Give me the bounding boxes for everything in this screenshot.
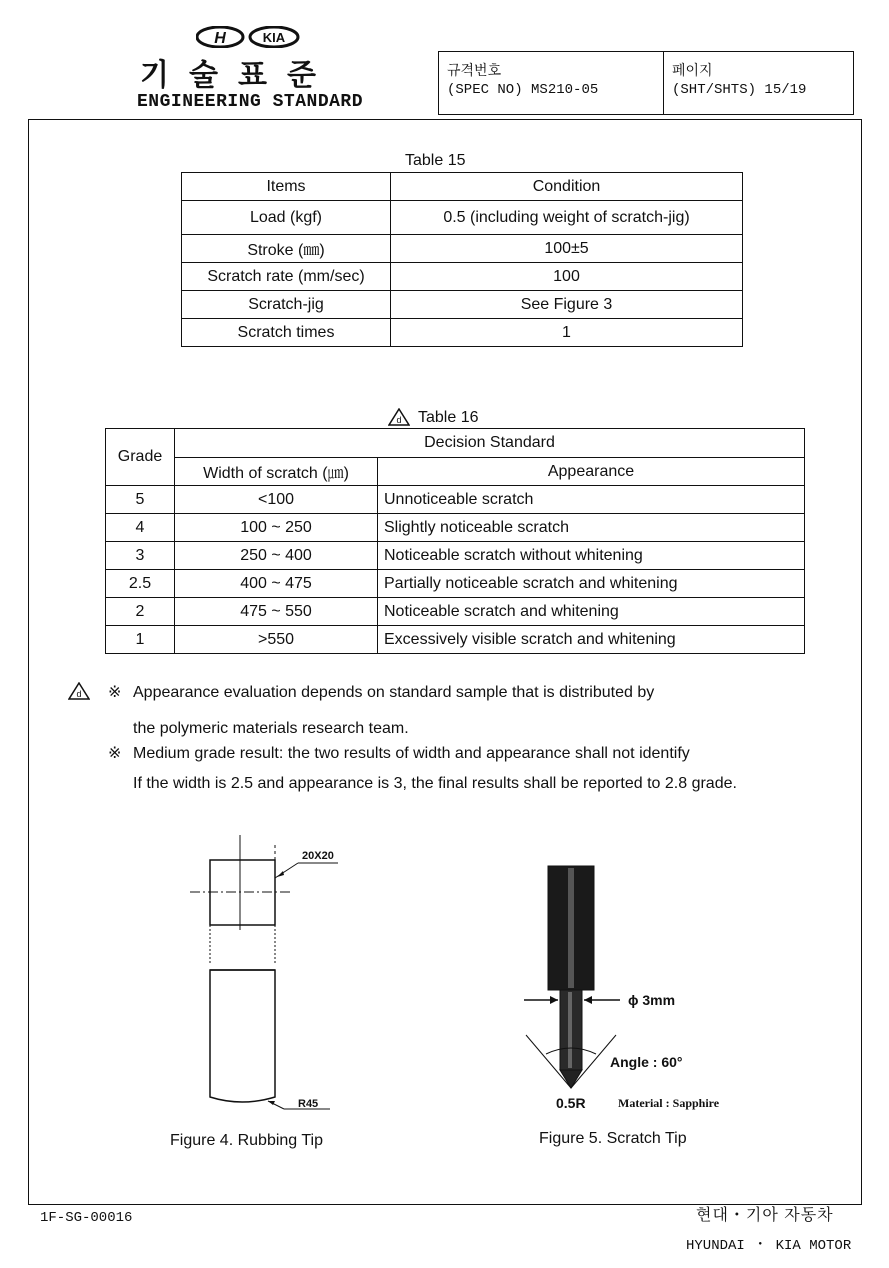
angle-label: Angle : 60° (610, 1054, 683, 1070)
header-condition: Condition (391, 173, 743, 201)
item-cell: Scratch-jig (182, 291, 391, 319)
page-label-english: (SHT/SHTS) (672, 82, 757, 98)
header-decision-standard: Decision Standard (175, 429, 805, 458)
figure-4-caption: Figure 4. Rubbing Tip (170, 1132, 323, 1149)
appearance-cell: Excessively visible scratch and whitening (378, 626, 805, 654)
spec-number-cell (439, 52, 664, 114)
grade-cell: 4 (106, 514, 175, 542)
logo-hyundai-text: H (214, 30, 226, 47)
table-16-caption: Table 16 (418, 409, 479, 426)
condition-cell: 100±5 (391, 235, 743, 263)
width-cell: 250 ~ 400 (175, 542, 378, 570)
figure-4-rubbing-tip-drawing (180, 835, 360, 1115)
dim-r45-label: R45 (298, 1098, 319, 1110)
page-label-korean: 페이지 (672, 62, 713, 78)
revision-mark-icon (68, 682, 90, 705)
table-16 (105, 428, 805, 654)
spec-number: MS210-05 (531, 82, 599, 98)
figure-5-scratch-tip-drawing (520, 860, 760, 1115)
item-cell: Scratch times (182, 319, 391, 347)
figure-5-caption: Figure 5. Scratch Tip (539, 1130, 687, 1147)
material-label: Material : Sapphire (618, 1096, 720, 1110)
appearance-cell: Partially noticeable scratch and whitening (378, 570, 805, 598)
company-name-english: HYUNDAI ・ KIA MOTOR (686, 1238, 852, 1254)
document-code: 1F-SG-00016 (40, 1210, 133, 1226)
note-2-line-2: If the width is 2.5 and appearance is 3, the final results shall be reported to 2.8 grade. (133, 775, 737, 792)
grade-cell: 2.5 (106, 570, 175, 598)
width-cell: 400 ~ 475 (175, 570, 378, 598)
company-name-korean: 현대・기아 자동차 (696, 1207, 834, 1224)
header-grade: Grade (106, 429, 175, 486)
grade-cell: 1 (106, 626, 175, 654)
page-number-cell (664, 52, 854, 114)
logo-kia-text: KIA (262, 30, 286, 45)
table-row (106, 486, 805, 514)
table-row (182, 291, 743, 319)
tip-radius-label: 0.5R (556, 1095, 586, 1111)
note-mark: ※ (108, 745, 122, 762)
spec-label-english: (SPEC NO) (447, 82, 523, 98)
svg-text:d: d (396, 415, 402, 425)
grade-cell: 5 (106, 486, 175, 514)
table-subheader-row (106, 458, 805, 486)
document-title-korean: 기술표준 (140, 58, 336, 93)
grade-cell: 2 (106, 598, 175, 626)
table-row (106, 542, 805, 570)
header-appearance: Appearance (378, 458, 805, 486)
table-row (182, 201, 743, 235)
appearance-cell: Unnoticeable scratch (378, 486, 805, 514)
table-row (106, 598, 805, 626)
width-cell: <100 (175, 486, 378, 514)
item-cell: Stroke (㎜) (182, 235, 391, 263)
width-cell: >550 (175, 626, 378, 654)
item-cell: Scratch rate (mm/sec) (182, 263, 391, 291)
dim-20x20-label: 20X20 (302, 850, 334, 862)
diameter-label: ϕ 3mm (628, 992, 676, 1008)
header-width: Width of scratch (㎛) (175, 458, 378, 486)
note-mark: ※ (108, 684, 122, 701)
note-1-line-1: Appearance evaluation depends on standard sample that is distributed by (133, 684, 655, 701)
table-header-row (106, 429, 805, 458)
page-number: 15/19 (764, 82, 807, 98)
grade-cell: 3 (106, 542, 175, 570)
table-row (182, 263, 743, 291)
item-cell: Load (kgf) (182, 201, 391, 235)
table-row (106, 514, 805, 542)
condition-cell: See Figure 3 (391, 291, 743, 319)
appearance-cell: Noticeable scratch and whitening (378, 598, 805, 626)
table-15-caption: Table 15 (405, 152, 466, 169)
condition-cell: 100 (391, 263, 743, 291)
appearance-cell: Noticeable scratch without whitening (378, 542, 805, 570)
note-1-line-2: the polymeric materials research team. (133, 720, 409, 737)
table-row (106, 626, 805, 654)
spec-label-korean: 규격번호 (447, 62, 502, 78)
header-info-box (438, 51, 854, 115)
table-row (106, 570, 805, 598)
condition-cell: 1 (391, 319, 743, 347)
table-row (182, 319, 743, 347)
width-cell: 475 ~ 550 (175, 598, 378, 626)
svg-text:d: d (76, 689, 82, 699)
width-cell: 100 ~ 250 (175, 514, 378, 542)
appearance-cell: Slightly noticeable scratch (378, 514, 805, 542)
table-header-row (182, 173, 743, 201)
company-logo (196, 26, 300, 48)
note-2-line-1: Medium grade result: the two results of width and appearance shall not identify (133, 745, 690, 762)
document-title-english: ENGINEERING STANDARD (137, 92, 364, 112)
table-15 (181, 172, 743, 347)
header-items: Items (182, 173, 391, 201)
condition-cell: 0.5 (including weight of scratch-jig) (391, 201, 743, 235)
table-row (182, 235, 743, 263)
